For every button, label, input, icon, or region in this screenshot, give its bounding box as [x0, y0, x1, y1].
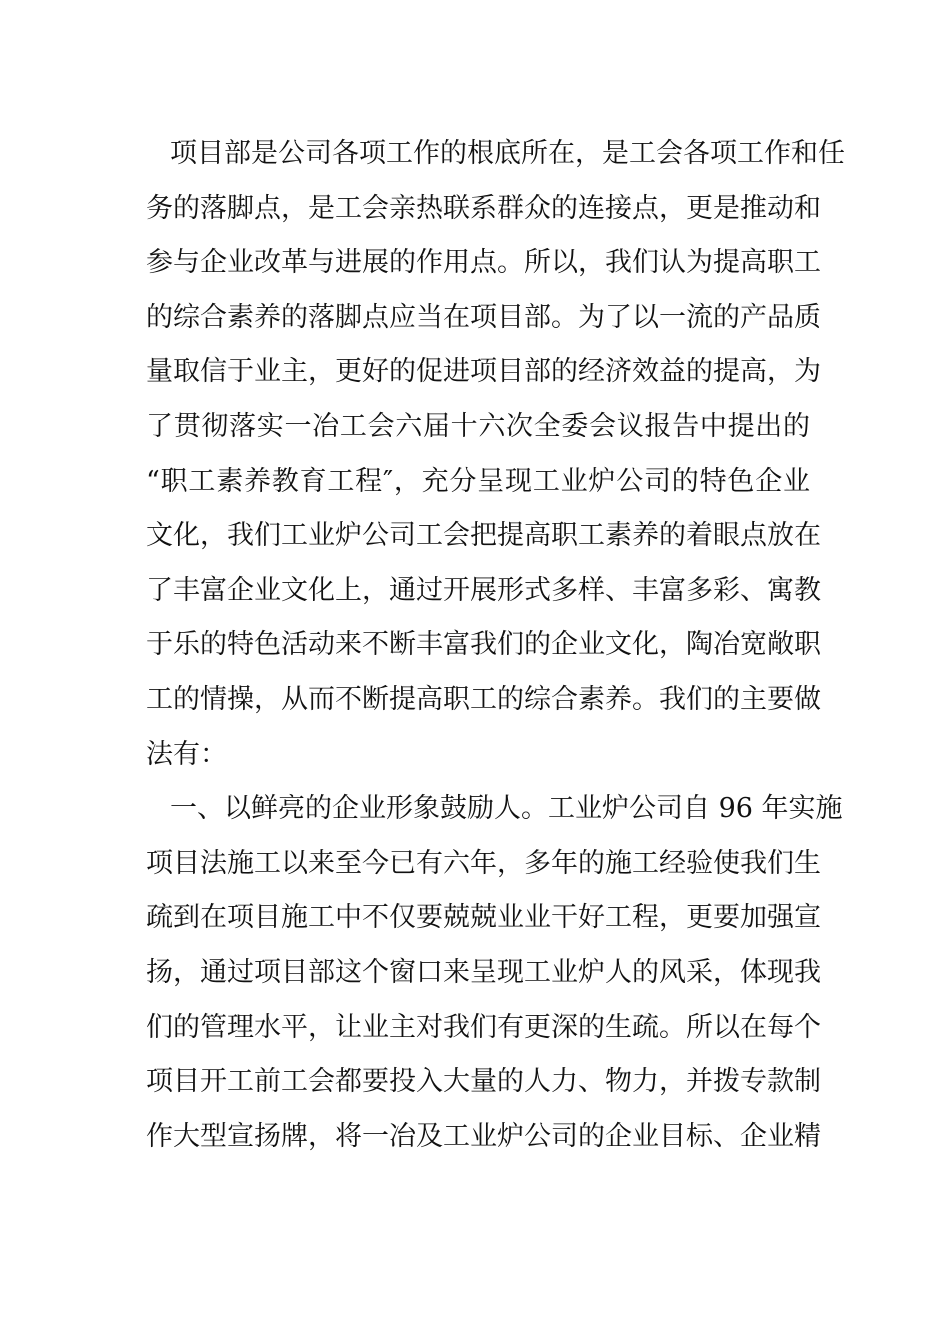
- text-line-4: 的综合素养的落脚点应当在项目部。为了以一流的产品质: [146, 301, 821, 333]
- text-line-16: 扬，通过项目部这个窗口来呈现工业炉人的风采，体现我: [146, 956, 821, 988]
- text-line-17: 们的管理水平，让业主对我们有更深的生疏。所以在每个: [146, 1011, 821, 1043]
- text-line-1: 项目部是公司各项工作的根底所在，是工会各项工作和任: [170, 138, 845, 169]
- text-line-6: 了贯彻落实一冶工会六届十六次全委会议报告中提出的: [146, 410, 810, 442]
- text-line-5: 量取信于业主，更好的促进项目部的经济效益的提高，为: [146, 356, 821, 388]
- text-line-19: 作大型宣扬牌，将一冶及工业炉公司的企业目标、企业精: [146, 1120, 821, 1152]
- text-line-3: 参与企业改革与进展的作用点。所以，我们认为提高职工: [146, 247, 821, 279]
- text-line-13: 一、以鲜亮的企业形象鼓励人。工业炉公司自 96 年实施: [170, 793, 843, 825]
- text-line-7: “职工素养教育工程″，充分呈现工业炉公司的特色企业: [146, 465, 810, 497]
- text-line-18: 项目开工前工会都要投入大量的人力、物力，并拨专款制: [146, 1066, 821, 1098]
- body-text: [146, 127, 845, 1164]
- text-line-14: 项目法施工以来至今已有六年，多年的施工经验使我们生: [146, 847, 821, 879]
- text-line-15: 疏到在项目施工中不仅要兢兢业业干好工程，更要加强宣: [146, 902, 821, 934]
- text-line-2: 务的落脚点，是工会亲热联系群众的连接点，更是推动和: [146, 192, 821, 224]
- text-line-8: 文化，我们工业炉公司工会把提高职工素养的着眼点放在: [146, 520, 821, 552]
- text-line-9: 了丰富企业文化上，通过开展形式多样、丰富多彩、寓教: [146, 574, 821, 606]
- text-line-12: 法有：: [146, 738, 227, 770]
- text-line-11: 工的情操，从而不断提高职工的综合素养。我们的主要做: [146, 683, 821, 715]
- text-line-10: 于乐的特色活动来不断丰富我们的企业文化，陶冶宽敞职: [146, 629, 821, 661]
